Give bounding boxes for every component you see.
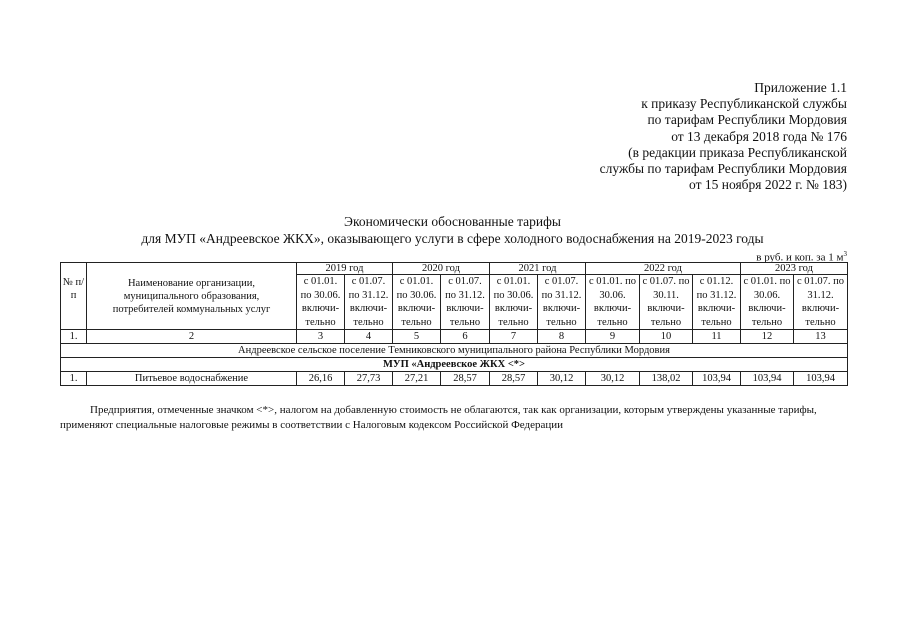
column-number: 10	[640, 330, 693, 344]
appendix-line: службы по тарифам Республики Мордовия	[599, 161, 847, 177]
header-year-2019: 2019 год	[297, 263, 393, 275]
column-number: 9	[586, 330, 640, 344]
tariff-value: 138,02	[640, 372, 693, 386]
organization-row	[61, 358, 848, 372]
appendix-line: от 15 ноября 2022 г. № 183)	[689, 177, 847, 193]
column-number: 11	[693, 330, 741, 344]
column-number: 13	[794, 330, 848, 344]
header-year-2023: 2023 год	[741, 263, 848, 275]
footnote: Предприятия, отмеченные значком <*>, налогом на добавленную стоимость не облагаются, так как организации, которым утверждены указанные тарифы, применяют специальные налоговые режимы в соответствии с Налоговым кодексом Российской Федерации	[60, 404, 817, 431]
appendix-header	[600, 80, 847, 193]
header-period: с 01.07. по 31.12. включи-тельно	[794, 275, 848, 330]
appendix-line: Приложение 1.1	[754, 80, 847, 95]
row-service-name: Питьевое водоснабжение	[87, 372, 297, 386]
column-number: 7	[490, 330, 538, 344]
row-number: 1.	[61, 372, 87, 386]
organization-name: МУП «Андреевское ЖКХ <*>	[61, 358, 848, 372]
header-name: Наименование организации, муниципального образования, потребителей коммунальных услуг	[87, 263, 297, 330]
appendix-line: к приказу Республиканской службы	[641, 96, 847, 112]
header-period: с 01.01. по 30.06. включи-тельно	[490, 275, 538, 330]
tariff-value: 28,57	[441, 372, 490, 386]
header-period: с 01.07. по 31.12. включи-тельно	[538, 275, 586, 330]
column-number: 8	[538, 330, 586, 344]
header-year-2020: 2020 год	[393, 263, 490, 275]
column-number: 6	[441, 330, 490, 344]
title-line-1: Экономически обоснованные тарифы	[344, 214, 561, 229]
header-period: с 01.07. по 31.12. включи-тельно	[345, 275, 393, 330]
tariff-value: 27,73	[345, 372, 393, 386]
tariff-value: 103,94	[794, 372, 848, 386]
header-period: с 01.01. по 30.06. включи-тельно	[741, 275, 794, 330]
column-number: 3	[297, 330, 345, 344]
tariff-value: 30,12	[586, 372, 640, 386]
column-number: 4	[345, 330, 393, 344]
appendix-line: (в редакции приказа Республиканской	[628, 144, 847, 160]
header-period: с 01.01. по 30.06. включи-тельно	[297, 275, 345, 330]
tariff-value: 103,94	[693, 372, 741, 386]
tariff-table	[60, 262, 848, 386]
header-period: с 01.01. по 30.06. включи-тельно	[393, 275, 441, 330]
tariff-value: 103,94	[741, 372, 794, 386]
header-period: с 01.12. по 31.12. включи-тельно	[693, 275, 741, 330]
column-number: 2	[87, 330, 297, 344]
column-number: 12	[741, 330, 794, 344]
header-period: с 01.07. по 31.12. включи-тельно	[441, 275, 490, 330]
settlement-row	[61, 344, 848, 358]
header-year-2022: 2022 год	[586, 263, 741, 275]
header-period: с 01.07. по 30.11. включи-тельно	[640, 275, 693, 330]
settlement-name: Андреевское сельское поселение Темниковского муниципального района Республики Мордовия	[61, 344, 848, 358]
tariff-value: 30,12	[538, 372, 586, 386]
units-superscript: 3	[843, 250, 847, 258]
header-period: с 01.01. по 30.06. включи-тельно	[586, 275, 640, 330]
column-number: 1.	[61, 330, 87, 344]
appendix-line: от 13 декабря 2018 года № 176	[671, 128, 847, 144]
table-row	[61, 372, 848, 386]
appendix-line: по тарифам Республики Мордовия	[647, 112, 847, 128]
table-column-numbering	[61, 330, 848, 344]
header-num: № п/п	[61, 263, 87, 330]
document-title	[0, 213, 905, 247]
tariff-value: 26,16	[297, 372, 345, 386]
table-header-row-years	[61, 263, 848, 275]
units-text: в руб. и коп. за 1 м	[756, 251, 844, 264]
header-year-2021: 2021 год	[490, 263, 586, 275]
column-number: 5	[393, 330, 441, 344]
title-line-2: для МУП «Андреевское ЖКХ», оказывающего услуги в сфере холодного водоснабжения на 2019-2023 годы	[141, 231, 764, 246]
tariff-value: 28,57	[490, 372, 538, 386]
tariff-value: 27,21	[393, 372, 441, 386]
